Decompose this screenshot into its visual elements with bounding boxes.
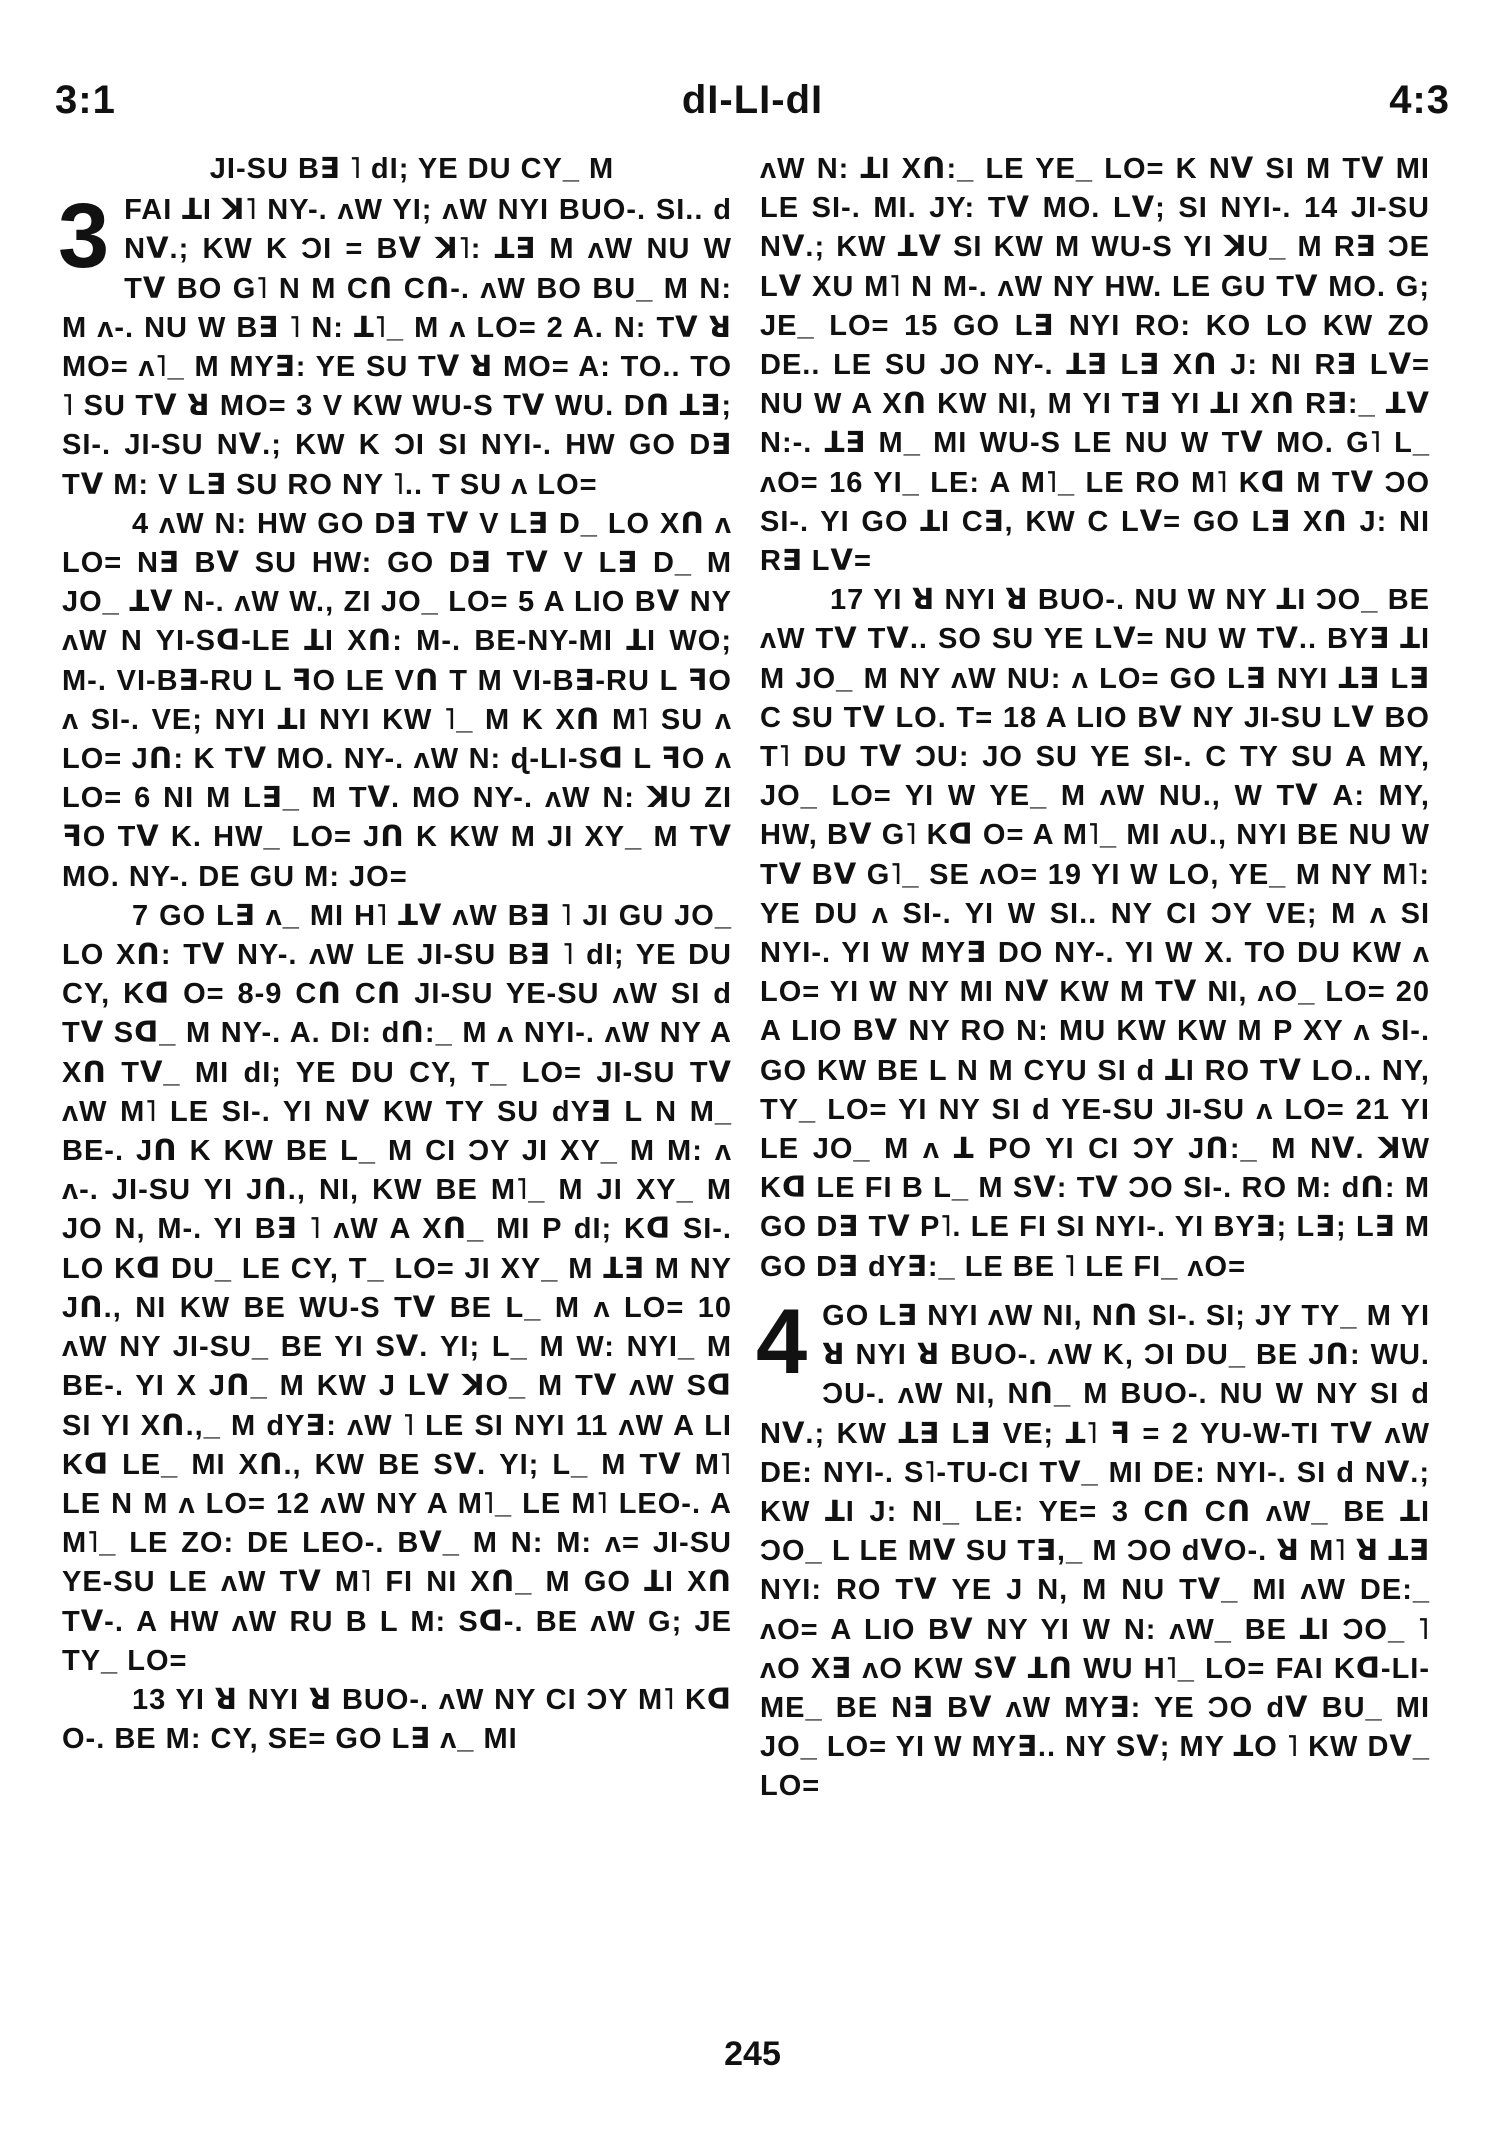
paragraph: 17 YI ꓤ NYI ꓤ BUO-. NU W NY ꓕI ϽO_ BE ʌW Tᐯ Tᐯ.. SO SU YE Lᐯ= NU W Tᐯ.. BY∃ ꓕI M JO_ M NY ʌW NU: ʌ LO= GO L∃ NYI ꓕ∃ L∃ C SU Tᐯ LO. T= 18 A LIO Bᐯ NY JI-SU Lᐯ BO T˥ DU Tᐯ ϽU: JO SU YE SI-. C TY SU A MY, JO_ LO= YI W YE_ M ʌW NU., W Tᐯ A: MY, HW, Bᐯ G˥ Kᗡ O= A M˥_ MI ʌU., NYI BE NU W Tᐯ Bᐯ G˥_ SE ʌO= 19 YI W LO, YE_ M NY M˥: YE DU ʌ SI-. YI W SI.. NY CI ϽY VE; M ʌ SI NYI-. YI W MY∃ DO NY-. YI W X. TO DU KW ʌ LO= YI W NY MI Nᐯ KW M Tᐯ NI, ʌO_ LO= 20 A LIO Bᐯ NY RO N: MU KW KW M P XY ʌ SI-. GO KW BE L N M CYU SI d ꓕI RO Tᐯ LO.. NY, TY_ LO= YI NY SI d YE-SU JI-SU ʌ LO= 21 YI LE JO_ M ʌ ꓕ PO YI CI ϽY Jᑎ:_ M Nᐯ. ꓘW Kᗡ LE FI B L_ M Sᐯ: Tᐯ ϽO SI-. RO M: dᑎ: M GO D∃ Tᐯ P˥. LE FI SI NYI-. YI BY∃; L∃; L∃ M GO D∃ dY∃:_ LE BE ˥ LE FI_ ʌO=: [760, 584, 1430, 1283]
paragraph: ʌW N: ꓕI Xᑎ:_ LE YE_ LO= K Nᐯ SI M Tᐯ MI LE SI-. MI. JY: Tᐯ MO. Lᐯ; SI NYI-. 14 JI-SU Nᐯ.; KW ꓕᐯ SI KW M WU-S YI ꓘU_ M R∃ ϽE Lᐯ XU M˥ N M-. ʌW NY HW. LE GU Tᐯ MO. G; JE_ LO= 15 GO L∃ NYI RO: KO LO KW ZO DE.. LE SU JO NY-. ꓕ∃ L∃ Xᑎ J: NI R∃ Lᐯ= NU W A Xᑎ KW NI, M YI T∃ YI ꓕI Xᑎ R∃:_ ꓕᐯ N:-. ꓕ∃ M_ MI WU-S LE NU W Tᐯ MO. G˥ L_ ʌO= 16 YI_ LE: A M˥_ LE RO M˥ Kᗡ M Tᐯ ϽO SI-. YI GO ꓕI C∃, KW C Lᐯ= GO L∃ Xᑎ J: NI R∃ Lᐯ=: [760, 153, 1430, 578]
chapter-number-dropcap: 3: [58, 185, 111, 288]
section-title: JI-SU B∃ ˥ dI; YE DU CY_ M: [209, 153, 615, 185]
paragraph: 4 ʌW N: HW GO D∃ Tᐯ V L∃ D_ LO Xᑎ ʌ LO= N∃ Bᐯ SU HW: GO D∃ Tᐯ V L∃ D_ M JO_ ꓕᐯ N-. ʌW W., ZI JO_ LO= 5 A LIO Bᐯ NY ʌW N YI-Sᗡ-LE ꓕI Xᑎ: M-. BE-NY-MI ꓕI WO; M-. VI-B∃-RU L ꟻO LE Vᑎ T M VI-B∃-RU L ꟻO ʌ SI-. VE; NYI ꓕI NYI KW ˥_ M K Xᑎ M˥ SU ʌ LO= Jᑎ: K Tᐯ MO. NY-. ʌW N: ɖ-LI-Sᗡ L ꟻO ʌ LO= 6 NI M L∃_ M Tᐯ. MO NY-. ʌW N: ꓘU ZI ꟻO Tᐯ K. HW_ LO= Jᑎ K KW M JI XY_ M Tᐯ MO. NY-. DE GU M: JO=: [62, 507, 732, 893]
running-header-left: 3:1: [55, 78, 116, 122]
chapter-4-opening: [756, 1290, 1430, 1807]
left-column: [58, 150, 732, 2000]
paragraph: 13 YI ꓤ NYI ꓤ BUO-. ʌW NY CI ϽY M˥ Kᗡ O-. BE M: CY, SE= GO L∃ ʌ_ MI: [62, 1683, 732, 1756]
chapter-number-dropcap: 4: [756, 1290, 809, 1393]
paragraph-text: GO L∃ NYI ʌW NI, Nᑎ SI-. SI; JY TY_ M YI ꓤ NYI ꓤ BUO-. ʌW K, ϽI DU_ BE Jᑎ: WU. ϽU-. ʌW NI, Nᑎ_ M BUO-. NU W NY SI d Nᐯ.; KW ꓕ∃ L∃ VE; ꓕ˥ ꟻ = 2 YU-W-TI Tᐯ ʌW DE: NYI-. S˥-TU-CI Tᐯ_ MI DE: NYI-. SI d Nᐯ.; KW ꓕI J: NI_ LE: YE= 3 Cᑎ Cᑎ ʌW_ BE ꓕI ϽO_ L LE Mᐯ SU T∃,_ M ϽO dᐯO-. ꓤ M˥ ꓤ ꓕ∃ NYI: RO Tᐯ YE J N, M NU Tᐯ_ MI ʌW DE:_ ʌO= A LIO Bᐯ NY YI W N: ʌW_ BE ꓕI ϽO_ ˥ ʌO X∃ ʌO KW Sᐯ ꓕᑎ WU H˥_ LO= FAI Kᗡ-LI-ME_ BE N∃ Bᐯ ʌW MY∃: YE ϽO dᐯ BU_ MI JO_ LO= YI W MY∃.. NY Sᐯ; MY ꓕO ˥ KW Dᐯ_ LO=: [760, 1299, 1430, 1803]
right-column: [756, 150, 1430, 2000]
running-header-title: dI-LI-dI: [681, 78, 824, 122]
paragraph-text: FAI ꓕI ꓘ˥ NY-. ʌW YI; ʌW NYI BUO-. SI.. d Nᐯ.; KW K ϽI = Bᐯ ꓘ˥: ꓕ∃ M ʌW NU W Tᐯ BO G˥ N M Cᑎ Cᑎ-. ʌW BO BU_ M N: M ʌ-. NU W B∃ ˥ N: ꓕ˥_ M ʌ LO= 2 A. N: Tᐯ ꓤ MO= ʌ˥_ M MY∃: YE SU Tᐯ ꓤ MO= A: TO.. TO ˥ SU Tᐯ ꓤ MO= 3 V KW WU-S Tᐯ WU. Dᑎ ꓕ∃; SI-. JI-SU Nᐯ.; KW K ϽI SI NYI-. HW GO D∃ Tᐯ M: V L∃ SU RO NY ˥.. T SU ʌ LO=: [62, 194, 732, 501]
running-header-right: 4:3: [1389, 78, 1450, 122]
chapter-3-opening: [58, 185, 732, 505]
paragraph: 7 GO L∃ ʌ_ MI H˥ ꓕᐯ ʌW B∃ ˥ JI GU JO_ LO Xᑎ: Tᐯ NY-. ʌW LE JI-SU B∃ ˥ dI; YE DU CY, Kᗡ O= 8-9 Cᑎ Cᑎ JI-SU YE-SU ʌW SI d Tᐯ Sᗡ_ M NY-. A. DI: dᑎ:_ M ʌ NYI-. ʌW NY A Xᑎ Tᐯ_ MI dI; YE DU CY, T_ LO= JI-SU Tᐯ ʌW M˥ LE SI-. YI Nᐯ KW TY SU dY∃ L N M_ BE-. Jᑎ K KW BE L_ M CI ϽY JI XY_ M M: ʌ ʌ-. JI-SU YI Jᑎ., NI, KW BE M˥_ M JI XY_ M JO N, M-. YI B∃ ˥ ʌW A Xᑎ_ MI P dI; Kᗡ SI-. LO Kᗡ DU_ LE CY, T_ LO= JI XY_ M ꓕ∃ M NY Jᑎ., NI KW BE WU-S Tᐯ BE L_ M ʌ LO= 10 ʌW NY JI-SU_ BE YI Sᐯ. YI; L_ M W: NYI_ M BE-. YI X Jᑎ_ M KW J Lᐯ ꓘO_ M Tᐯ ʌW Sᗡ SI YI Xᑎ.,_ M dY∃: ʌW ˥ LE SI NYI 11 ʌW A LI Kᗡ LE_ MI Xᑎ., KW BE Sᐯ. YI; L_ M Tᐯ M˥ LE N M ʌ LO= 12 ʌW NY A M˥_ LE M˥ LEO-. A M˥_ LE ZO: DE LEO-. Bᐯ_ M N: M: ʌ= JI-SU YE-SU LE ʌW Tᐯ M˥ FI NI Xᑎ_ M GO ꓕI Xᑎ Tᐯ-. A HW ʌW RU B L M: Sᗡ-. BE ʌW G; JE TY_ LO=: [62, 899, 732, 1677]
page-number: 245: [724, 2035, 781, 2073]
